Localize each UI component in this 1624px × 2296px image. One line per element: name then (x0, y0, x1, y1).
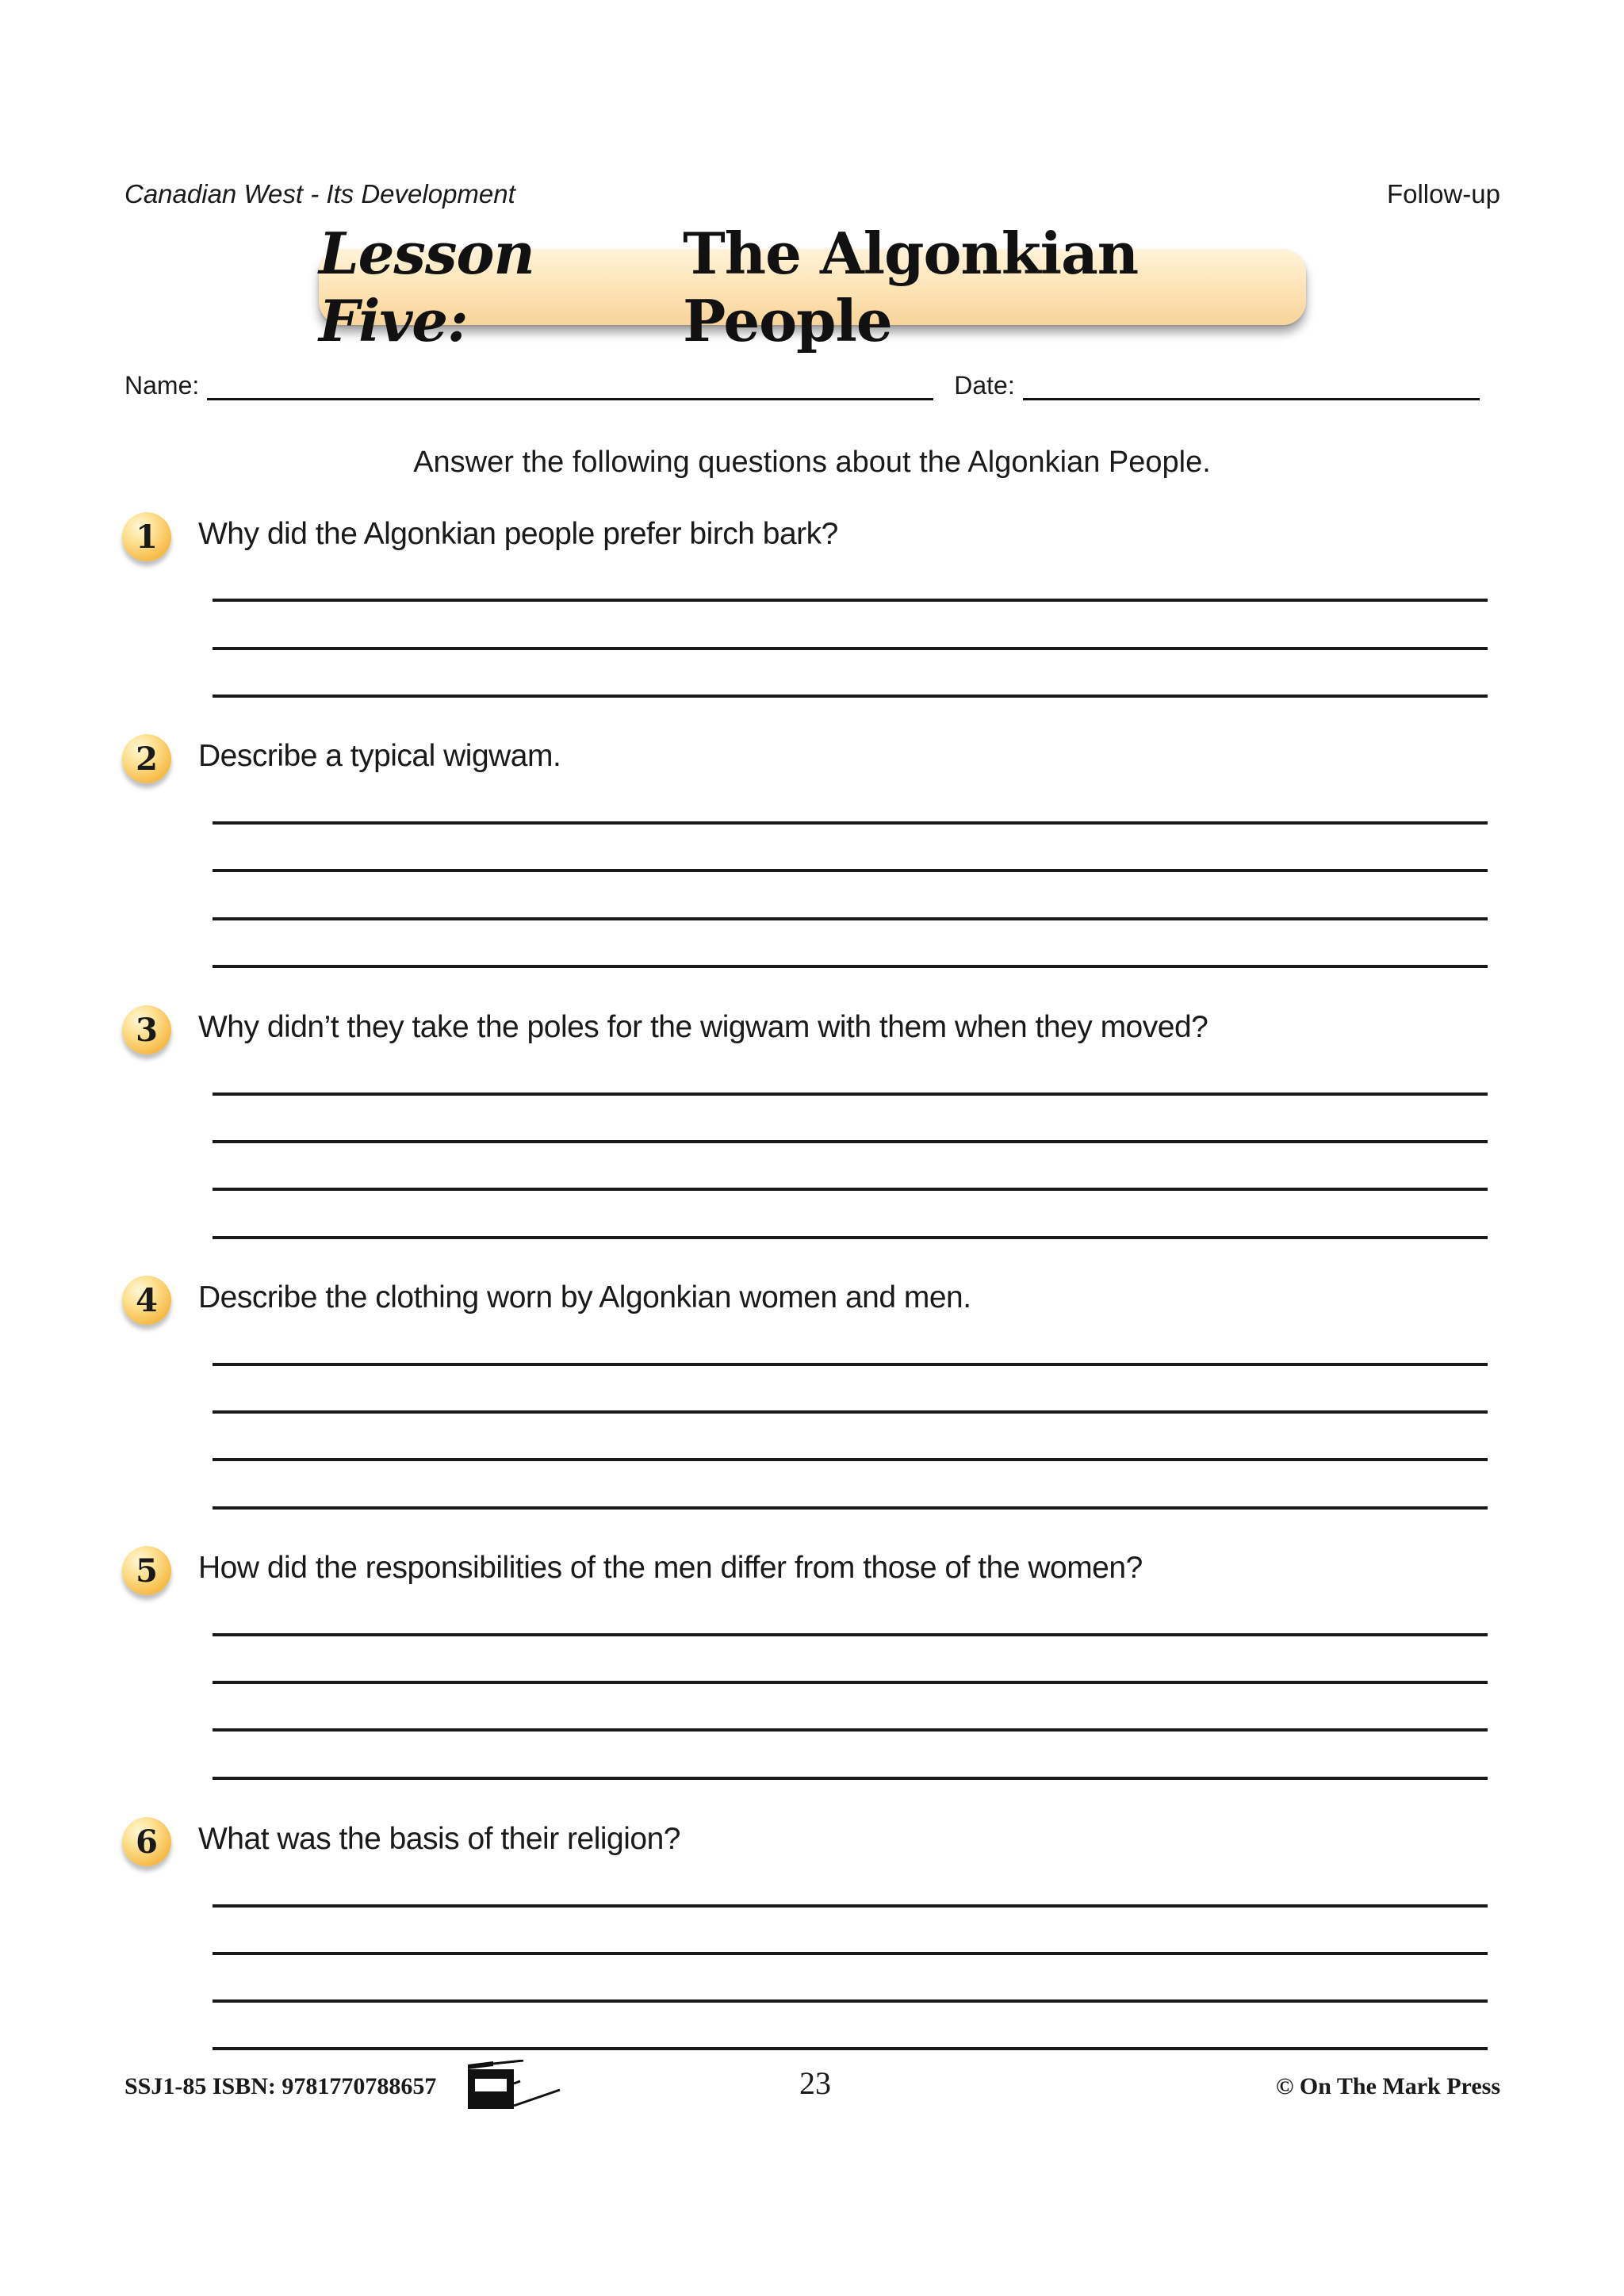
answer-line[interactable] (213, 1410, 1488, 1414)
number-badge: 1 (122, 512, 171, 561)
number-badge: 2 (122, 734, 171, 783)
question-3 (122, 1005, 1502, 1243)
lesson-title: The Algonkian People (683, 220, 1139, 354)
instructions: Answer the following questions about the Algonkian People. (413, 446, 1211, 479)
lesson-title-banner (319, 220, 1306, 354)
number-badge: 3 (122, 1005, 171, 1054)
answer-line[interactable] (213, 965, 1488, 968)
answer-line[interactable] (213, 1681, 1488, 1684)
number-badge: 4 (122, 1276, 171, 1325)
answer-line[interactable] (213, 1506, 1488, 1510)
section-label: Follow-up (1386, 179, 1500, 209)
question-1 (122, 512, 1502, 702)
answer-line[interactable] (213, 695, 1488, 698)
answer-line[interactable] (213, 917, 1488, 920)
answer-line[interactable] (213, 647, 1488, 650)
date-label: Date: (954, 371, 1015, 400)
answer-line[interactable] (213, 1904, 1488, 1908)
answer-line[interactable] (213, 1728, 1488, 1732)
name-label: Name: (124, 371, 200, 400)
answer-line[interactable] (213, 821, 1488, 825)
answer-line[interactable] (213, 1777, 1488, 1780)
answer-line[interactable] (213, 1236, 1488, 1239)
question-text: Why did the Algonkian people prefer birch bark? (198, 517, 838, 551)
answer-line[interactable] (213, 1188, 1488, 1191)
question-6 (122, 1817, 1502, 2055)
answer-line[interactable] (213, 869, 1488, 872)
answer-line[interactable] (213, 1633, 1488, 1636)
book-code-isbn: SSJ1-85 ISBN: 9781770788657 (124, 2073, 437, 2099)
answer-line[interactable] (213, 2047, 1488, 2050)
question-text: Describe the clothing worn by Algonkian women and men. (198, 1280, 971, 1314)
copyright: © On The Mark Press (1276, 2073, 1500, 2099)
book-title: Canadian West - Its Development (124, 179, 515, 209)
question-text: Describe a typical wigwam. (198, 739, 561, 773)
answer-line[interactable] (213, 599, 1488, 602)
lesson-label: Lesson Five: (319, 220, 534, 354)
name-field[interactable] (207, 371, 933, 400)
page-number: 23 (799, 2065, 831, 2101)
answer-line[interactable] (213, 1093, 1488, 1096)
answer-line[interactable] (213, 1140, 1488, 1143)
answer-line[interactable] (213, 1458, 1488, 1461)
photocopier-icon (466, 2060, 561, 2110)
answer-line[interactable] (213, 1363, 1488, 1366)
question-text: How did the responsibilities of the men differ from those of the women? (198, 1551, 1143, 1585)
question-text: Why didn’t they take the poles for the wigwam with them when they moved? (198, 1010, 1208, 1044)
question-text: What was the basis of their religion? (198, 1822, 680, 1856)
question-5 (122, 1546, 1502, 1784)
question-2 (122, 734, 1502, 972)
answer-line[interactable] (213, 1952, 1488, 1955)
name-date-row (124, 371, 1480, 400)
number-badge: 6 (122, 1817, 171, 1866)
date-field[interactable] (1023, 371, 1480, 400)
answer-line[interactable] (213, 1999, 1488, 2003)
number-badge: 5 (122, 1546, 171, 1595)
question-4 (122, 1276, 1502, 1513)
